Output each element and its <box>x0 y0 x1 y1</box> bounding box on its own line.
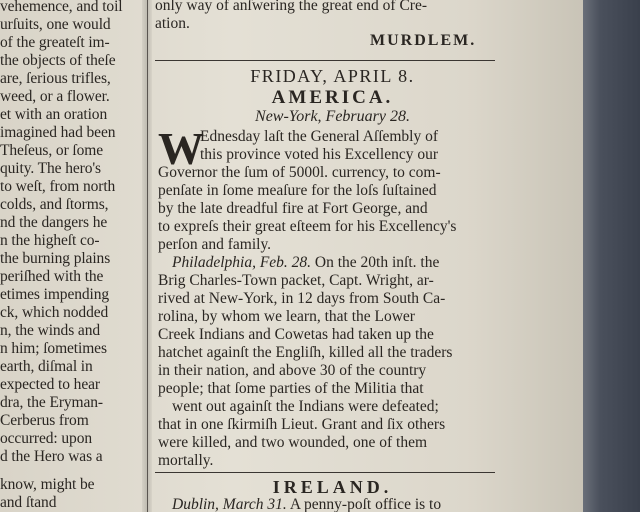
section-heading: IRELAND. <box>272 477 393 497</box>
left-line: d the Hero was a <box>0 448 103 465</box>
left-line: Theſeus, or ſome <box>0 142 103 159</box>
article-line: perſon and family. <box>158 236 272 253</box>
article-line: people; that ſome parties of the Militia that <box>158 380 424 397</box>
left-line: know, might be <box>0 476 95 493</box>
article-line: Ednesday laſt the General Aſſembly of <box>200 128 439 145</box>
article-line: in their nation, and above 30 of the country <box>158 362 427 379</box>
left-line: n the higheſt co- <box>0 232 100 249</box>
article-line: hatchet againſt the Engliſh, killed all the traders <box>158 344 453 361</box>
left-line: and ſtand <box>0 494 57 511</box>
place-dateline: Philadelphia, Feb. 28. <box>172 254 312 271</box>
article-line: Governor the ſum of 5000l. currency, to com- <box>158 164 441 181</box>
background-shadow <box>583 0 640 512</box>
left-line: urſuits, one would <box>0 16 111 33</box>
left-line: colds, and ſtorms, <box>0 196 109 213</box>
article-line: Brig Charles-Town packet, Capt. Wright, ar- <box>158 272 434 289</box>
article-line: by the late dreadful fire at Fort George, and <box>158 200 428 217</box>
section-rule <box>155 60 495 61</box>
left-line: dra, the Eryman- <box>0 394 103 411</box>
left-line: etimes impending <box>0 286 110 303</box>
author-signature: MURDLEM. <box>370 32 477 49</box>
left-line: nd the dangers he <box>0 214 108 231</box>
place-dateline: New-York, February 28. <box>255 108 410 125</box>
left-line: n him; ſometimes <box>0 340 107 357</box>
left-line: Cerberus from <box>0 412 89 429</box>
left-line: periſhed with the <box>0 268 104 285</box>
left-line: to weſt, from north <box>0 178 116 195</box>
section-heading: AMERICA. <box>271 87 394 108</box>
left-line: of the greateſt im- <box>0 34 110 51</box>
left-line: n, the winds and <box>0 322 100 339</box>
left-line: are, ſerious trifles, <box>0 70 111 87</box>
article-line-text: On the 20th inſt. the <box>314 254 440 271</box>
article-line: were killed, and two wounded, one of them <box>158 434 428 451</box>
dateline: FRIDAY, APRIL 8. <box>250 66 415 86</box>
article-line <box>172 496 441 512</box>
continuation-line: ation. <box>155 15 190 32</box>
left-line: vehemence, and toil <box>0 0 123 15</box>
left-line: earth, diſmal in <box>0 358 93 375</box>
article-line: to expreſs their great eſteem for his Excellency's <box>158 218 457 235</box>
column-rule <box>147 0 148 512</box>
left-line: the burning plains <box>0 250 111 267</box>
continuation-line: only way of anſwering the great end of Cre- <box>155 0 428 14</box>
article-line: penſate in ſome meaſure for the loſs ſuſtained <box>158 182 437 199</box>
article-line: Creek Indians and Cowetas had taken up the <box>158 326 434 343</box>
article-line <box>172 254 439 272</box>
article-line: this province voted his Excellency our <box>200 146 439 163</box>
place-dateline: Dublin, March 31. <box>172 496 287 512</box>
left-line: ck, which nodded <box>0 304 109 321</box>
article-line: mortally. <box>158 452 214 469</box>
section-rule <box>155 472 495 473</box>
left-line: imagined had been <box>0 124 116 141</box>
left-line: quity. The hero's <box>0 160 101 177</box>
left-line: the objects of theſe <box>0 52 116 69</box>
article-line: that in one ſkirmiſh Lieut. Grant and ſix others <box>158 416 446 433</box>
left-line: et with an oration <box>0 106 108 123</box>
left-line: weed, or a flower. <box>0 88 110 105</box>
article-line-text: A penny-poſt office is to <box>289 496 442 512</box>
article-line: rolina, by whom we learn, that the Lower <box>158 308 415 325</box>
article-line: went out againſt the Indians were defeated; <box>172 398 439 415</box>
left-line: expected to hear <box>0 376 100 393</box>
left-line: occurred: upon <box>0 430 92 447</box>
article-line: rived at New-York, in 12 days from South Ca- <box>158 290 446 307</box>
drop-cap: W <box>158 123 204 174</box>
